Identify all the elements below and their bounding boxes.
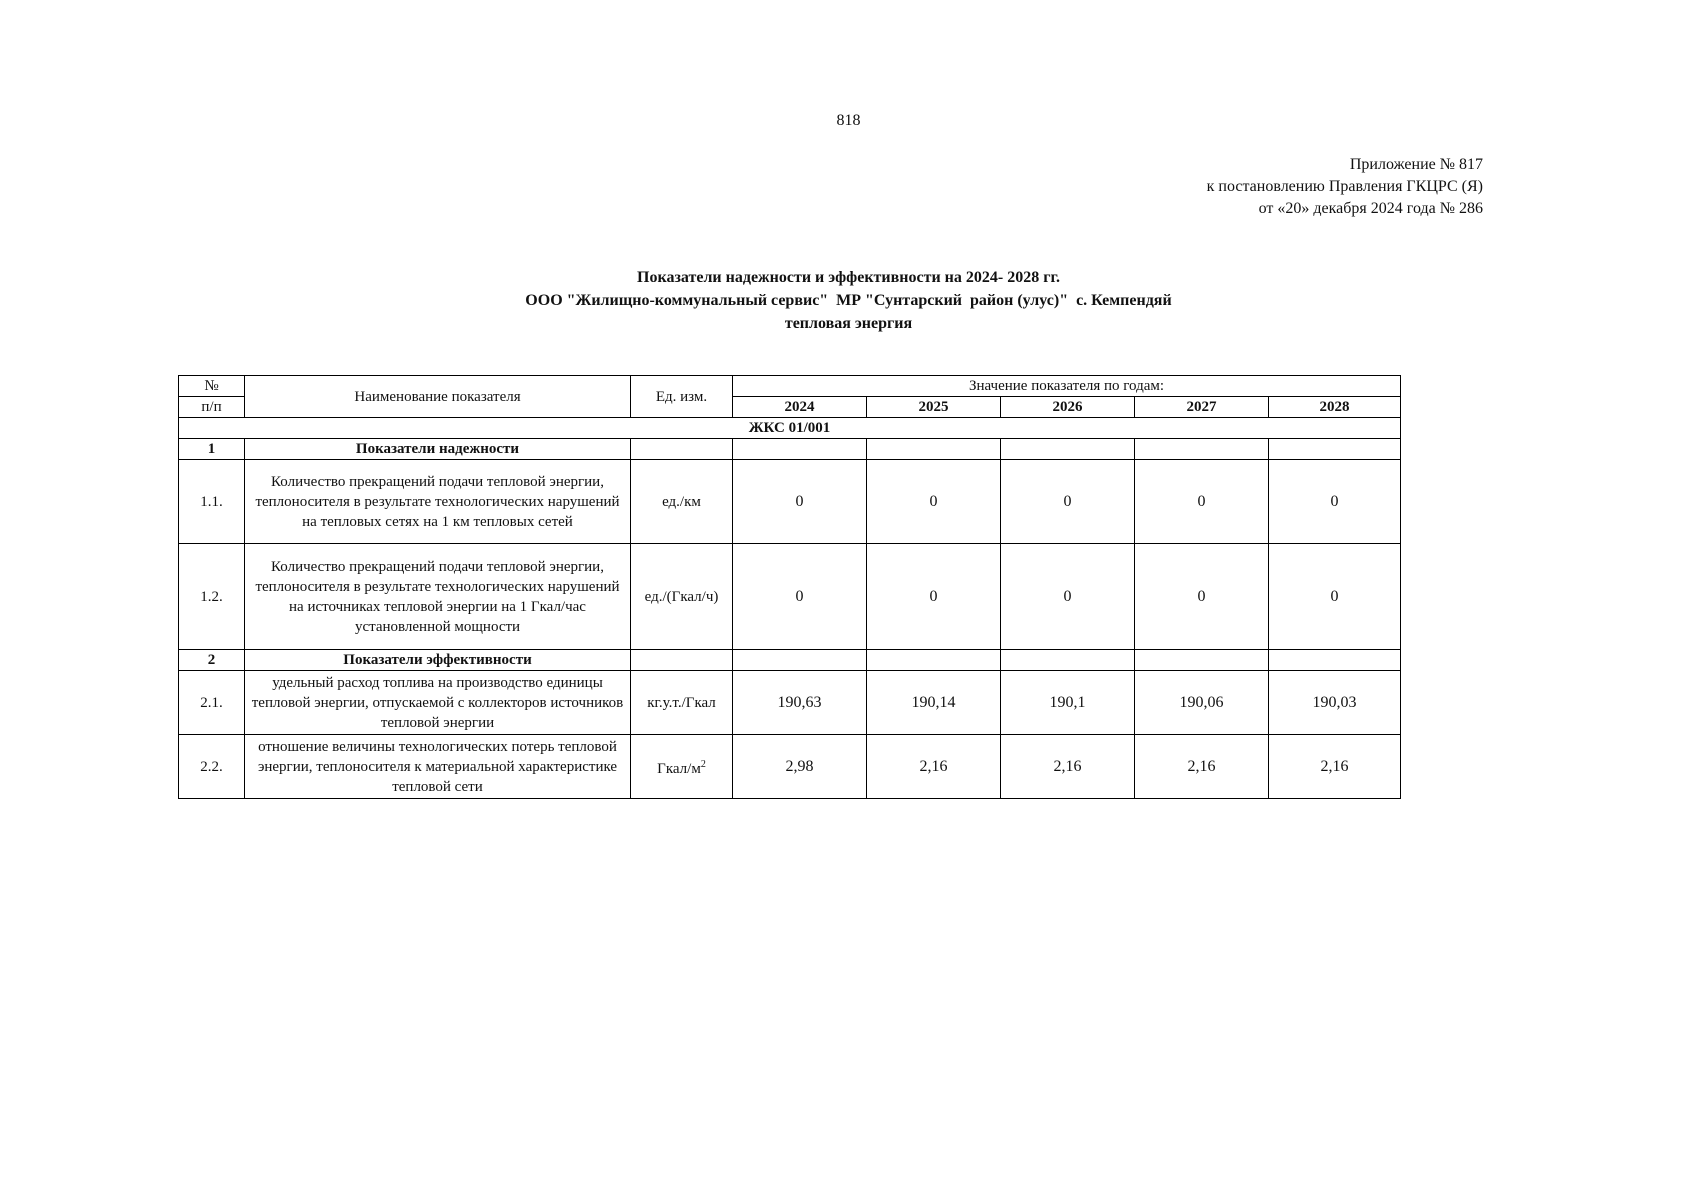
row-name: Количество прекращений подачи тепловой энергии, теплоносителя в результате технологических нарушений на источниках тепловой энергии на 1 Гкал/час установленной мощности xyxy=(245,544,631,650)
empty-cell xyxy=(733,650,867,671)
header-year-2027: 2027 xyxy=(1135,397,1269,418)
empty-cell xyxy=(1001,439,1135,460)
section-num: 1 xyxy=(179,439,245,460)
title-line-2: ООО "Жилищно-коммунальный сервис" МР "Сунтарский район (улус)" с. Кемпендяй xyxy=(525,292,1172,309)
row-unit: кг.у.т./Гкал xyxy=(631,671,733,735)
row-value-2025: 0 xyxy=(867,460,1001,544)
row-value-2027: 0 xyxy=(1135,460,1269,544)
appendix-line-3: от «20» декабря 2024 года № 286 xyxy=(1258,200,1483,217)
row-name: отношение величины технологических потерь тепловой энергии, теплоносителя к материальной характеристике тепловой сети xyxy=(245,735,631,799)
row-num: 2.1. xyxy=(179,671,245,735)
row-value-2024: 190,63 xyxy=(733,671,867,735)
row-value-2024: 0 xyxy=(733,544,867,650)
row-value-2027: 2,16 xyxy=(1135,735,1269,799)
empty-cell xyxy=(631,650,733,671)
header-year-2024: 2024 xyxy=(733,397,867,418)
section-title: Показатели надежности xyxy=(245,439,631,460)
row-num: 1.2. xyxy=(179,544,245,650)
appendix-line-2: к постановлению Правления ГКЦРС (Я) xyxy=(1206,178,1483,195)
title-line-1: Показатели надежности и эффективности на 2024- 2028 гг. xyxy=(637,269,1060,286)
row-value-2025: 0 xyxy=(867,544,1001,650)
row-unit-text: Гкал/м xyxy=(657,760,701,777)
empty-cell xyxy=(867,650,1001,671)
row-value-2026: 0 xyxy=(1001,544,1135,650)
row-value-2028: 0 xyxy=(1269,460,1401,544)
row-value-2025: 190,14 xyxy=(867,671,1001,735)
section-row xyxy=(179,650,1401,671)
page-number: 818 xyxy=(836,112,861,129)
empty-cell xyxy=(1135,650,1269,671)
group-label: ЖКС 01/001 xyxy=(179,418,1401,439)
group-row xyxy=(179,418,1401,439)
header-row-1 xyxy=(179,376,1401,397)
row-unit xyxy=(631,735,733,799)
section-num: 2 xyxy=(179,650,245,671)
table-row xyxy=(179,671,1401,735)
table-row xyxy=(179,544,1401,650)
document-title xyxy=(0,266,1697,335)
row-value-2028: 2,16 xyxy=(1269,735,1401,799)
table-row xyxy=(179,735,1401,799)
empty-cell xyxy=(867,439,1001,460)
appendix-block xyxy=(1207,154,1483,220)
row-value-2026: 0 xyxy=(1001,460,1135,544)
empty-cell xyxy=(1001,650,1135,671)
row-value-2028: 190,03 xyxy=(1269,671,1401,735)
indicators-table xyxy=(178,375,1401,799)
empty-cell xyxy=(1269,439,1401,460)
row-value-2026: 2,16 xyxy=(1001,735,1135,799)
row-unit: ед./(Гкал/ч) xyxy=(631,544,733,650)
section-title: Показатели эффективности xyxy=(245,650,631,671)
header-year-2026: 2026 xyxy=(1001,397,1135,418)
row-value-2024: 2,98 xyxy=(733,735,867,799)
row-name: Количество прекращений подачи тепловой энергии, теплоносителя в результате технологических нарушений на тепловых сетях на 1 км тепловых сетей xyxy=(245,460,631,544)
row-value-2027: 190,06 xyxy=(1135,671,1269,735)
header-name: Наименование показателя xyxy=(245,376,631,418)
header-year-2025: 2025 xyxy=(867,397,1001,418)
empty-cell xyxy=(1135,439,1269,460)
header-unit: Ед. изм. xyxy=(631,376,733,418)
empty-cell xyxy=(733,439,867,460)
row-unit: ед./км xyxy=(631,460,733,544)
row-name: удельный расход топлива на производство единицы тепловой энергии, отпускаемой с коллекторов источников тепловой энергии xyxy=(245,671,631,735)
title-line-3: тепловая энергия xyxy=(784,315,913,332)
section-row xyxy=(179,439,1401,460)
header-num-top: № xyxy=(179,376,245,397)
header-num-bottom: п/п xyxy=(179,397,245,418)
row-value-2025: 2,16 xyxy=(867,735,1001,799)
row-num: 2.2. xyxy=(179,735,245,799)
table-row xyxy=(179,460,1401,544)
header-values-caption: Значение показателя по годам: xyxy=(733,376,1401,397)
row-value-2027: 0 xyxy=(1135,544,1269,650)
row-value-2026: 190,1 xyxy=(1001,671,1135,735)
row-num: 1.1. xyxy=(179,460,245,544)
empty-cell xyxy=(631,439,733,460)
header-year-2028: 2028 xyxy=(1269,397,1401,418)
empty-cell xyxy=(1269,650,1401,671)
appendix-line-1: Приложение № 817 xyxy=(1349,156,1483,173)
row-value-2028: 0 xyxy=(1269,544,1401,650)
row-unit-superscript: 2 xyxy=(700,758,706,770)
row-value-2024: 0 xyxy=(733,460,867,544)
